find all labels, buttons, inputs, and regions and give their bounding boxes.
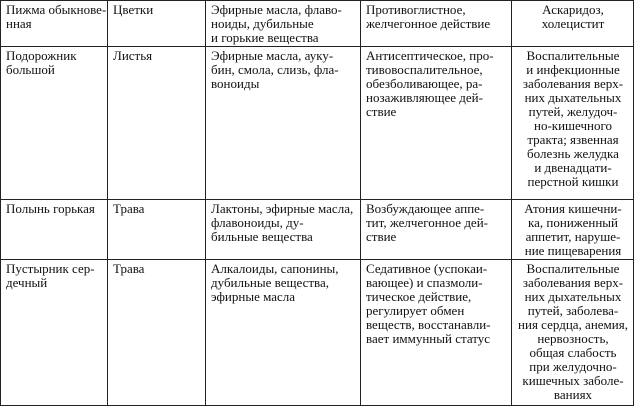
cell-line: Возбуждающее аппе- bbox=[366, 201, 485, 216]
cell-line: и двенадцати- bbox=[534, 160, 612, 175]
cell-line: ноиды, дубильные bbox=[211, 16, 314, 31]
cell-line: Антисептическое, про- bbox=[366, 48, 494, 63]
cell-line: них дыхательных bbox=[524, 90, 622, 105]
plant-part-cell bbox=[108, 1, 206, 47]
cell-line: дубильные вещества, bbox=[211, 275, 330, 290]
cell-line: и горькие вещества bbox=[211, 30, 319, 45]
cell-line: ние пищеварения bbox=[524, 243, 622, 258]
cell-line: при желудочно- bbox=[529, 359, 617, 374]
cell-line: путей, желудоч- bbox=[528, 104, 618, 119]
cell-line: флавоноиды, ду- bbox=[211, 215, 304, 230]
cell-line: желчегонное действие bbox=[366, 16, 491, 31]
table-row bbox=[1, 47, 634, 200]
cell-line: Атония кишечни- bbox=[524, 201, 622, 216]
pharmacological-action-cell bbox=[361, 47, 512, 200]
cell-line: Подорожник bbox=[6, 48, 77, 63]
cell-line: путей, заболева- bbox=[527, 303, 619, 318]
cell-line: тракта; язвенная bbox=[527, 132, 619, 147]
cell-line: вающее) и спазмоли- bbox=[366, 275, 483, 290]
cell-line: и инфекционные bbox=[526, 62, 620, 77]
indications-cell bbox=[512, 200, 634, 260]
cell-line: Алкалоиды, сапонины, bbox=[211, 261, 339, 276]
cell-line: Аскаридоз, bbox=[542, 2, 604, 17]
cell-line: тивовоспалительное, bbox=[366, 62, 483, 77]
cell-line: Воспалительные bbox=[526, 48, 620, 63]
cell-line: кишечных заболе- bbox=[522, 373, 624, 388]
cell-line: веществ, восстанавли- bbox=[366, 317, 491, 332]
cell-line: Эфирные масла, флаво- bbox=[211, 2, 342, 17]
cell-line: нозаживляющее дей- bbox=[366, 90, 483, 105]
cell-line: воноиды bbox=[211, 76, 260, 91]
cell-line: Противоглистное, bbox=[366, 2, 466, 17]
cell-line: Трава bbox=[113, 201, 145, 216]
table-row bbox=[1, 1, 634, 47]
active-substances-cell bbox=[206, 260, 361, 406]
plant-name-cell bbox=[1, 47, 108, 200]
cell-line: Воспалительные bbox=[526, 261, 620, 276]
pharmacological-action-cell bbox=[361, 1, 512, 47]
cell-line: ваниях bbox=[553, 387, 593, 402]
active-substances-cell bbox=[206, 1, 361, 47]
plant-part-cell bbox=[108, 200, 206, 260]
cell-line: заболевания верх- bbox=[522, 275, 624, 290]
pharmacological-action-cell bbox=[361, 200, 512, 260]
cell-line: бин, смола, слизь, фла- bbox=[211, 62, 339, 77]
cell-line: Трава bbox=[113, 261, 145, 276]
cell-line: дечный bbox=[6, 275, 48, 290]
cell-line: Эфирные масла, ауку- bbox=[211, 48, 334, 63]
active-substances-cell bbox=[206, 47, 361, 200]
active-substances-cell bbox=[206, 200, 361, 260]
plant-part-cell bbox=[108, 47, 206, 200]
cell-line: тит, желчегонное дей- bbox=[366, 215, 488, 230]
cell-line: обезболивающее, ра- bbox=[366, 76, 483, 91]
cell-line: Листья bbox=[113, 48, 153, 63]
cell-line: ка, пониженный bbox=[528, 215, 618, 230]
cell-line: но-кишечного bbox=[533, 118, 613, 133]
cell-line: нервозность, bbox=[537, 331, 609, 346]
cell-line: Лактоны, эфирные масла, bbox=[211, 201, 354, 216]
cell-line: холецистит bbox=[541, 16, 605, 31]
cell-line: бильные вещества bbox=[211, 229, 313, 244]
plant-part-cell bbox=[108, 260, 206, 406]
cell-line: большой bbox=[6, 62, 55, 77]
cell-line: вает иммунный статус bbox=[366, 331, 491, 346]
cell-line: Седативное (успокаи- bbox=[366, 261, 488, 276]
indications-cell bbox=[512, 47, 634, 200]
cell-line: Цветки bbox=[113, 2, 154, 17]
cell-line: общая слабость bbox=[529, 345, 617, 360]
cell-line: них дыхательных bbox=[524, 289, 622, 304]
cell-line: ствие bbox=[366, 229, 397, 244]
cell-line: ния сердца, анемия, bbox=[518, 317, 628, 332]
indications-cell bbox=[512, 260, 634, 406]
plant-name-cell bbox=[1, 200, 108, 260]
cell-line: аппетит, наруше- bbox=[525, 229, 621, 244]
pharmacological-action-cell bbox=[361, 260, 512, 406]
plant-name-cell bbox=[1, 1, 108, 47]
indications-cell bbox=[512, 1, 634, 47]
cell-line: нная bbox=[6, 16, 32, 31]
cell-line: ствие bbox=[366, 104, 397, 119]
cell-line: Полынь горькая bbox=[6, 201, 95, 216]
cell-line: Пижма обыкнове- bbox=[6, 2, 107, 17]
cell-line: перстной кишки bbox=[527, 174, 619, 189]
cell-line: эфирные масла bbox=[211, 289, 296, 304]
cell-line: болезнь желудка bbox=[527, 146, 619, 161]
cell-line: регулирует обмен bbox=[366, 303, 465, 318]
cell-line: тическое действие, bbox=[366, 289, 472, 304]
cell-line: Пустырник сер- bbox=[6, 261, 95, 276]
table-row bbox=[1, 200, 634, 260]
cell-line: заболевания верх- bbox=[522, 76, 624, 91]
plant-name-cell bbox=[1, 260, 108, 406]
table-body bbox=[1, 1, 634, 406]
table-row bbox=[1, 260, 634, 406]
